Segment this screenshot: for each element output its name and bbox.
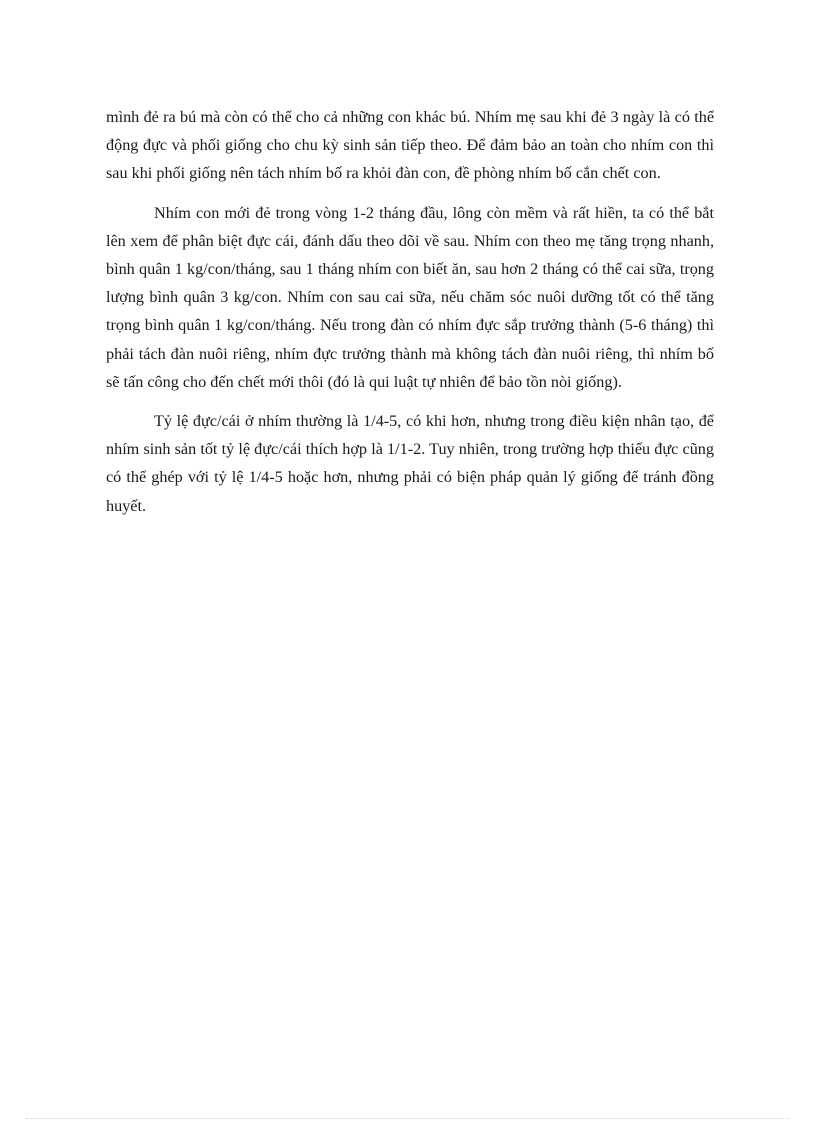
body-text xyxy=(106,103,714,531)
paragraph-continuation: mình đẻ ra bú mà còn có thể cho cả những con khác bú. Nhím mẹ sau khi đẻ 3 ngày là có thể động đực và phối giống cho chu kỳ sinh sản tiếp theo. Để đảm bảo an toàn cho nhím con thì sau khi phối giống nên tách nhím bố ra khỏi đàn con, đề phòng nhím bố cắn chết con. xyxy=(106,108,714,183)
paragraph-sex-ratio: Tỷ lệ đực/cái ở nhím thường là 1/4-5, có khi hơn, nhưng trong điều kiện nhân tạo, để nhím sinh sản tốt tỷ lệ đực/cái thích hợp là 1/1-2. Tuy nhiên, trong trường hợp thiếu đực cũng có thể ghép với tỷ lệ 1/4-5 hoặc hơn, nhưng phải có biện pháp quản lý giống để tránh đồng huyết. xyxy=(106,412,714,515)
paragraph-offspring-growth: Nhím con mới đẻ trong vòng 1-2 tháng đầu, lông còn mềm và rất hiền, ta có thể bắt lên xem để phân biệt đực cái, đánh dấu theo dõi về sau. Nhím con theo mẹ tăng trọng nhanh, bình quân 1 kg/con/tháng, sau 1 tháng nhím con biết ăn, sau hơn 2 tháng có thể cai sữa, trọng lượng bình quân 3 kg/con. Nhím con sau cai sữa, nếu chăm sóc nuôi dưỡng tốt có thể tăng trọng bình quân 1 kg/con/tháng. Nếu trong đàn có nhím đực sắp trưởng thành (5-6 tháng) thì phải tách đàn nuôi riêng, nhím đực trưởng thành mà không tách đàn nuôi riêng, thì nhím bố sẽ tấn công cho đến chết mới thôi (đó là qui luật tự nhiên để bảo tồn nòi giống). xyxy=(106,203,714,391)
page-bottom-divider xyxy=(26,1118,790,1119)
